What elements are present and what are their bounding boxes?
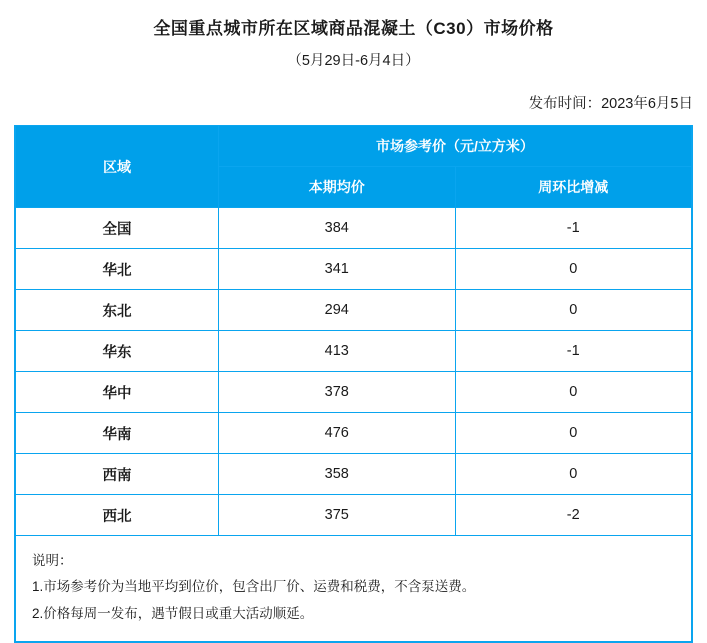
cell-week-change: 0 [455, 372, 692, 413]
page-title: 全国重点城市所在区域商品混凝土（C30）市场价格 [153, 19, 554, 38]
table-row [16, 331, 692, 372]
cell-week-change: 0 [455, 249, 692, 290]
cell-region: 西北 [16, 495, 219, 536]
cell-current-price: 413 [219, 331, 456, 372]
cell-region: 东北 [16, 290, 219, 331]
table-row [16, 249, 692, 290]
notes-section [15, 536, 692, 642]
table-row [16, 372, 692, 413]
cell-current-price: 476 [219, 413, 456, 454]
cell-region: 西南 [16, 454, 219, 495]
price-table-container [14, 125, 693, 643]
cell-current-price: 378 [219, 372, 456, 413]
column-header-group: 市场参考价（元/立方米） [219, 126, 692, 167]
cell-current-price: 358 [219, 454, 456, 495]
table-body [16, 208, 692, 536]
cell-week-change: 0 [455, 290, 692, 331]
table-row [16, 290, 692, 331]
cell-region: 华南 [16, 413, 219, 454]
cell-week-change: -2 [455, 495, 692, 536]
cell-region: 华北 [16, 249, 219, 290]
table-row [16, 495, 692, 536]
document-page [0, 14, 707, 621]
page-subtitle: （5月29日-6月4日） [287, 53, 420, 69]
table-header-row-1 [16, 126, 692, 167]
cell-week-change: 0 [455, 454, 692, 495]
price-table [15, 125, 692, 536]
cell-region: 全国 [16, 208, 219, 249]
cell-current-price: 294 [219, 290, 456, 331]
cell-region: 华东 [16, 331, 219, 372]
cell-region: 华中 [16, 372, 219, 413]
cell-current-price: 375 [219, 495, 456, 536]
column-header-week-change: 周环比增减 [455, 167, 692, 208]
cell-current-price: 384 [219, 208, 456, 249]
notes-line-1: 1.市场参考价为当地平均到位价，包含出厂价、运费和税费，不含泵送费。 [32, 579, 476, 595]
column-header-region: 区域 [16, 126, 219, 208]
cell-week-change: 0 [455, 413, 692, 454]
cell-current-price: 341 [219, 249, 456, 290]
cell-week-change: -1 [455, 208, 692, 249]
table-row [16, 413, 692, 454]
publish-date: 发布时间：2023年6月5日 [528, 96, 693, 112]
table-row [16, 454, 692, 495]
notes-line-2: 2.价格每周一发布，遇节假日或重大活动顺延。 [32, 605, 314, 621]
notes-title: 说明： [32, 553, 73, 568]
cell-week-change: -1 [455, 331, 692, 372]
column-header-current-price: 本期均价 [219, 167, 456, 208]
table-header [16, 126, 692, 208]
table-row [16, 208, 692, 249]
